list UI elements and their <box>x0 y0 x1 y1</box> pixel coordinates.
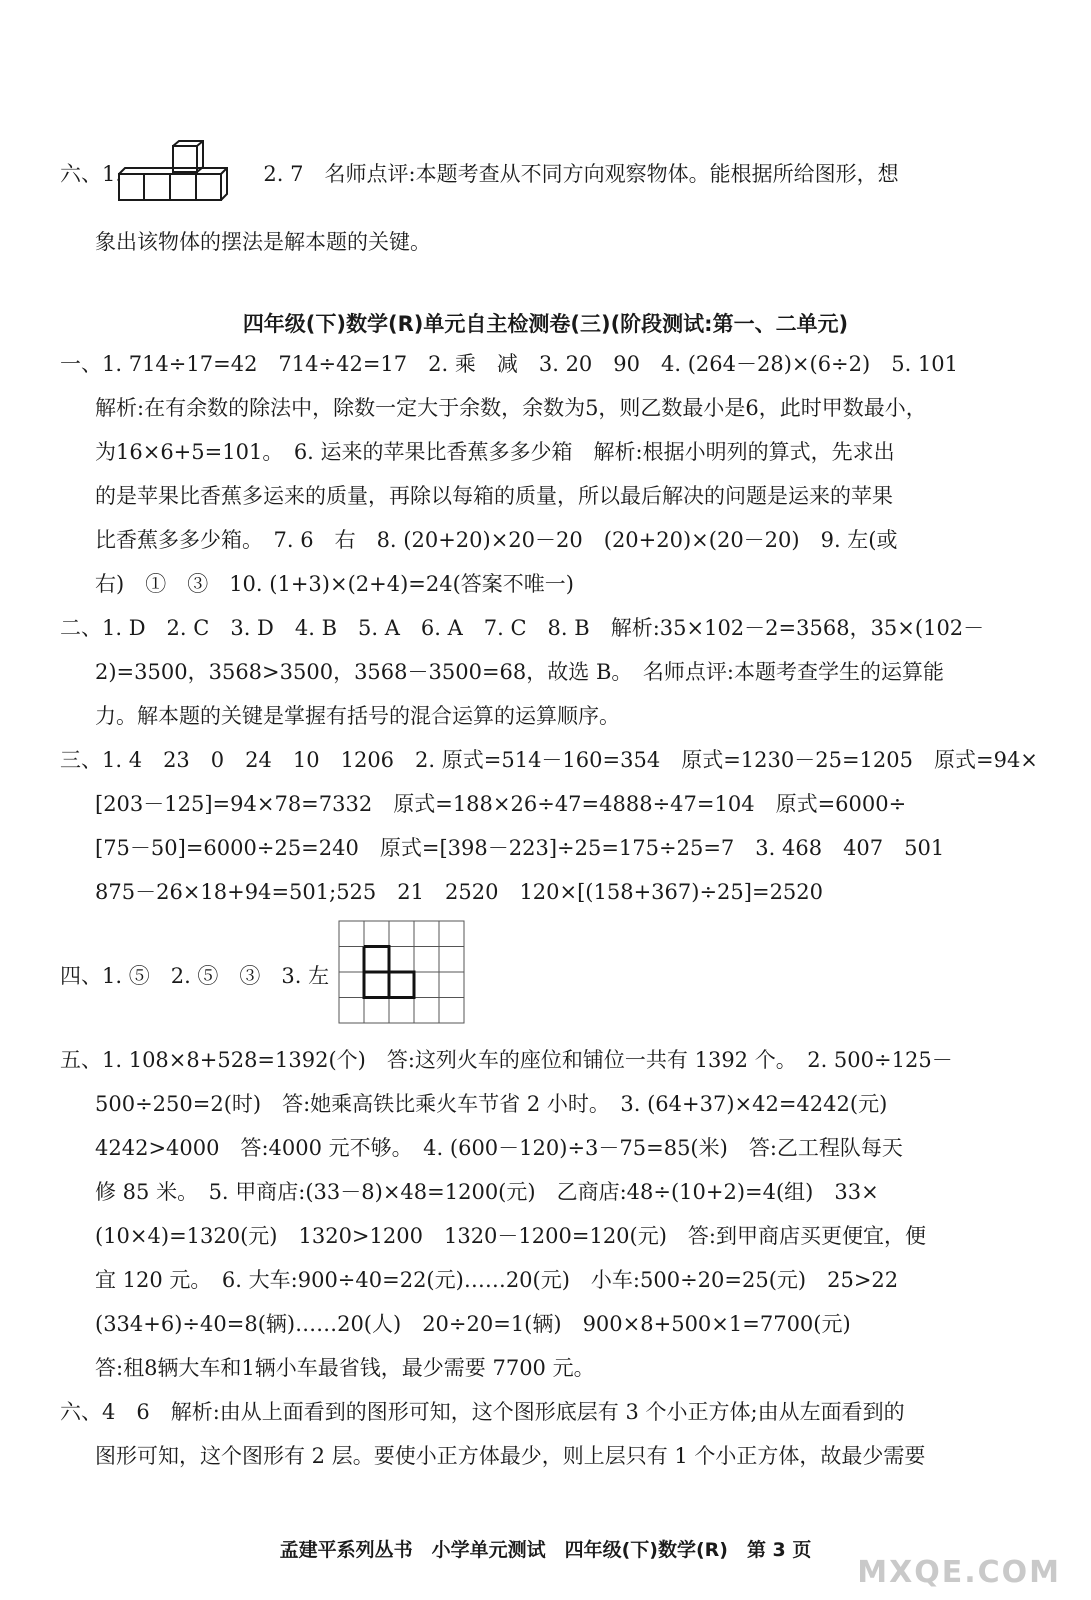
section6-top-line2: 象出该物体的摆法是解本题的关键。 <box>95 230 431 254</box>
section6-top-text: 2. 7 名师点评:本题考查从不同方向观察物体。能根据所给图形，想 <box>263 162 899 186</box>
part3-line: [75－50]=6000÷25=240 原式=[398－223]÷25=175÷25=7 3. 468 407 501 <box>95 836 945 860</box>
part5-line: 4242>4000 答:4000 元不够。 4. (600－120)÷3－75=85(米) 答:乙工程队每天 <box>95 1136 903 1160</box>
part1-line: 比香蕉多多少箱。 7. 6 右 8. (20+20)×20－20 (20+20)×(20－20) 9. 左(或 <box>95 528 898 552</box>
part6-line: 图形可知，这个图形有 2 层。要使小正方体最少，则上层只有 1 个小正方体，故最少需要 <box>95 1444 926 1468</box>
grid-figure <box>338 920 468 1026</box>
part1-line: 的是苹果比香蕉多运来的质量，再除以每箱的质量，所以最后解决的问题是运来的苹果 <box>95 484 893 508</box>
part2-line: 2)=3500，3568>3500，3568－3500=68，故选 B。 名师点评:本题考查学生的运算能 <box>95 660 944 684</box>
part5-line: 修 85 米。 5. 甲商店:(33－8)×48=1200(元) 乙商店:48÷(10+2)=4(组) 33× <box>95 1180 879 1204</box>
watermark: MXQE.COM <box>857 1555 1061 1590</box>
part5-line: (10×4)=1320(元) 1320>1200 1320－1200=120(元) 答:到甲商店买更便宜，便 <box>95 1224 926 1248</box>
page-title: 四年级(下)数学(R)单元自主检测卷(三)(阶段测试:第一、二单元) <box>242 312 849 336</box>
part2-line: 力。解本题的关键是掌握有括号的混合运算的运算顺序。 <box>95 704 620 728</box>
part5-line: 答:租8辆大车和1辆小车最省钱，最少需要 7700 元。 <box>95 1356 595 1380</box>
part3-line: [203－125]=94×78=7332 原式=188×26÷47=4888÷47=104 原式=6000÷ <box>95 792 907 816</box>
section6-top-prefix: 六、1. <box>60 162 123 186</box>
part3-line: 875－26×18+94=501;525 21 2520 120×[(158+367)÷25]=2520 <box>95 880 824 904</box>
part6-line: 六、4 6 解析:由从上面看到的图形可知，这个图形底层有 3 个小正方体;由从左面看到的 <box>60 1400 905 1424</box>
part3-line: 三、1. 4 23 0 24 10 1206 2. 原式=514－160=354 原式=1230－25=1205 原式=94× <box>60 748 1038 772</box>
part5-line: 500÷250=2(时) 答:她乘高铁比乘火车节省 2 小时。 3. (64+37)×42=4242(元) <box>95 1092 888 1116</box>
page-footer: 孟建平系列丛书 小学单元测试 四年级(下)数学(R) 第 3 页 <box>279 1539 812 1561</box>
part1-line: 为16×6+5=101。 6. 运来的苹果比香蕉多多少箱 解析:根据小明列的算式，先求出 <box>95 440 895 464</box>
part5-line: 宜 120 元。 6. 大车:900÷40=22(元)……20(元) 小车:500÷20=25(元) 25>22 <box>95 1268 899 1292</box>
part1-line: 解析:在有余数的除法中，除数一定大于余数，余数为5，则乙数最小是6，此时甲数最小， <box>95 396 927 420</box>
part5-line: (334+6)÷40=8(辆)……20(人) 20÷20=1(辆) 900×8+500×1=7700(元) <box>95 1312 851 1336</box>
part5-line: 五、1. 108×8+528=1392(个) 答:这列火车的座位和铺位一共有 1392 个。 2. 500÷125－ <box>60 1048 953 1072</box>
cube-arrangement-figure <box>115 140 245 205</box>
part4-line: 四、1. ⑤ 2. ⑤ ③ 3. 左 <box>60 964 330 988</box>
part1-line: 右) ① ③ 10. (1+3)×(2+4)=24(答案不唯一) <box>95 572 574 596</box>
part2-line: 二、1. D 2. C 3. D 4. B 5. A 6. A 7. C 8. B 解析:35×102－2=3568，35×(102－ <box>60 616 985 640</box>
part1-line: 一、1. 714÷17=42 714÷42=17 2. 乘 减 3. 20 90 4. (264－28)×(6÷2) 5. 101 <box>60 352 959 376</box>
